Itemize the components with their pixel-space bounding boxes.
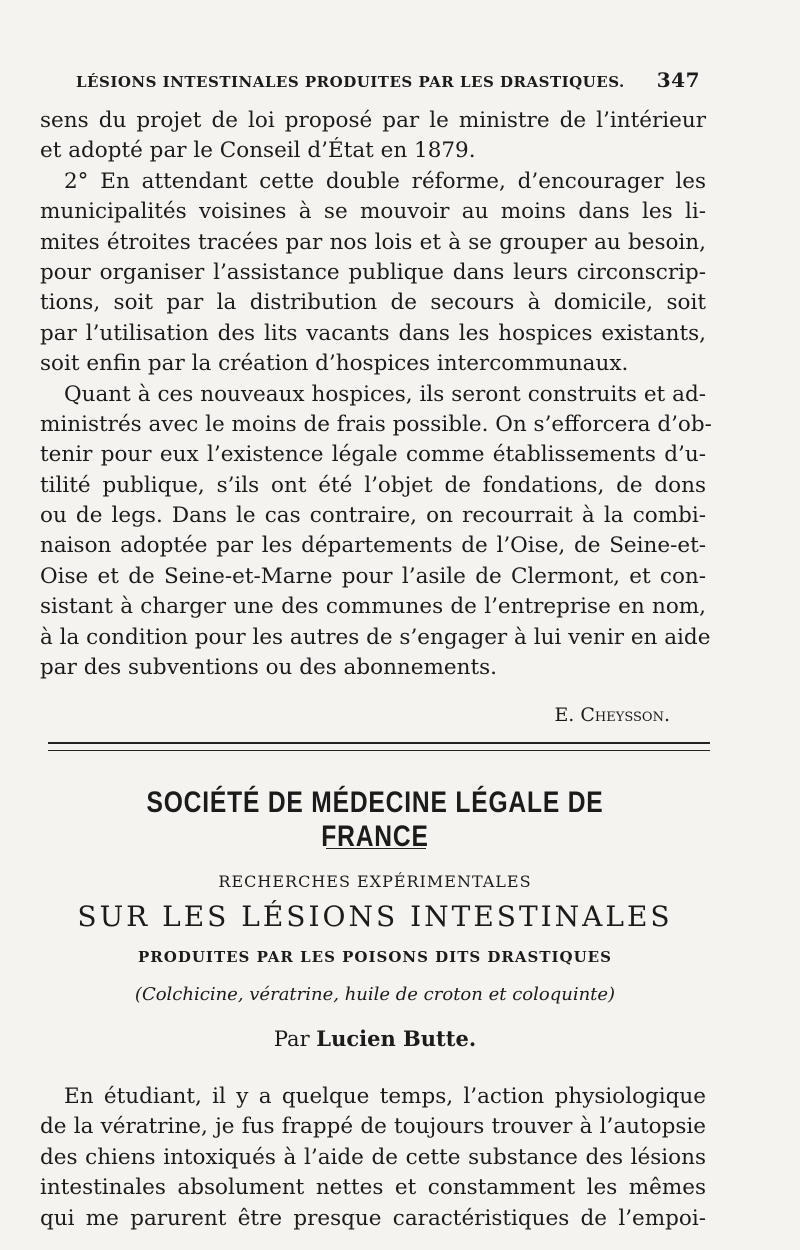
text-line: à la condition pour les autres de s’engager à lui venir en aide — [40, 624, 711, 650]
running-head-title: LÉSIONS INTESTINALES PRODUITES PAR LES DRASTIQUES. — [76, 73, 625, 91]
text-line: de la vératrine, je fus frappé de toujours trouver à l’autopsie — [40, 1114, 706, 1140]
text-line: tenir pour eux l’existence légale comme établissements d’u- — [40, 442, 706, 468]
text-line: sistant à charger une des communes de l’entreprise en nom, — [40, 594, 706, 620]
author-name: Lucien Butte. — [316, 1026, 477, 1051]
text-line: En étudiant, il y a quelque temps, l’action physiologique — [64, 1084, 706, 1109]
text-line: par l’utilisation des lits vacants dans les hospices existants, — [40, 320, 706, 346]
text-line: mites étroites tracées par nos lois et à se grouper au besoin, — [40, 229, 706, 255]
author-line — [40, 1026, 710, 1051]
text-line: Quant à ces nouveaux hospices, ils seront construits et ad- — [64, 381, 706, 407]
text-line: 2° En attendant cette double réforme, d’encourager les — [64, 168, 706, 194]
text-line: tions, soit par la distribution de secours à domicile, soit — [40, 290, 706, 316]
society-heading: SOCIÉTÉ DE MÉDECINE LÉGALE DE FRANCE — [146, 786, 604, 853]
text-line: municipalités voisines à se mouvoir au moins dans les li- — [40, 199, 706, 225]
text-line: tilité publique, s’ils ont été l’objet de fondations, de dons — [40, 472, 706, 498]
running-head — [40, 68, 700, 98]
document-page — [40, 0, 710, 1250]
article-kicker: RECHERCHES EXPÉRIMENTALES — [218, 872, 532, 891]
short-rule — [326, 848, 426, 849]
text-line: intestinales absolument nettes et constamment les mêmes — [40, 1175, 706, 1201]
bottom-text-block — [40, 1082, 706, 1234]
text-line: pour organiser l’assistance publique dans leurs circonscrip- — [40, 259, 706, 285]
signature: E. Cheysson. — [554, 704, 670, 726]
text-line: des chiens intoxiqués à l’aide de cette substance des lésions — [40, 1144, 706, 1170]
article-subtitle: PRODUITES PAR LES POISONS DITS DRASTIQUES — [138, 948, 612, 966]
top-text-block — [40, 106, 712, 683]
text-line: Oise et de Seine-et-Marne pour l’asile de Clermont, et con- — [40, 563, 706, 589]
text-line: par des subventions ou des abonnements. — [40, 655, 497, 681]
section-divider — [48, 742, 710, 751]
text-line: qui me parurent être presque caractéristiques de l’empoi- — [40, 1205, 706, 1231]
text-line: ou de legs. Dans le cas contraire, on recourrait à la combi- — [40, 503, 706, 529]
text-line: soit enfin par la création d’hospices intercommunaux. — [40, 351, 629, 377]
page-number: 347 — [656, 68, 700, 92]
text-line: ministrés avec le moins de frais possible. On s’efforcera d’ob- — [40, 411, 712, 437]
text-line: sens du projet de loi proposé par le ministre de l’intérieur — [40, 108, 706, 133]
article-substances: (Colchicine, vératrine, huile de croton et coloquinte) — [134, 984, 616, 1005]
text-line: naison adoptée par les départements de l’Oise, de Seine-et- — [40, 533, 706, 559]
article-title: SUR LES LÉSIONS INTESTINALES — [77, 900, 673, 933]
text-line: et adopté par le Conseil d’État en 1879. — [40, 138, 476, 164]
author-prefix: Par — [273, 1027, 310, 1051]
